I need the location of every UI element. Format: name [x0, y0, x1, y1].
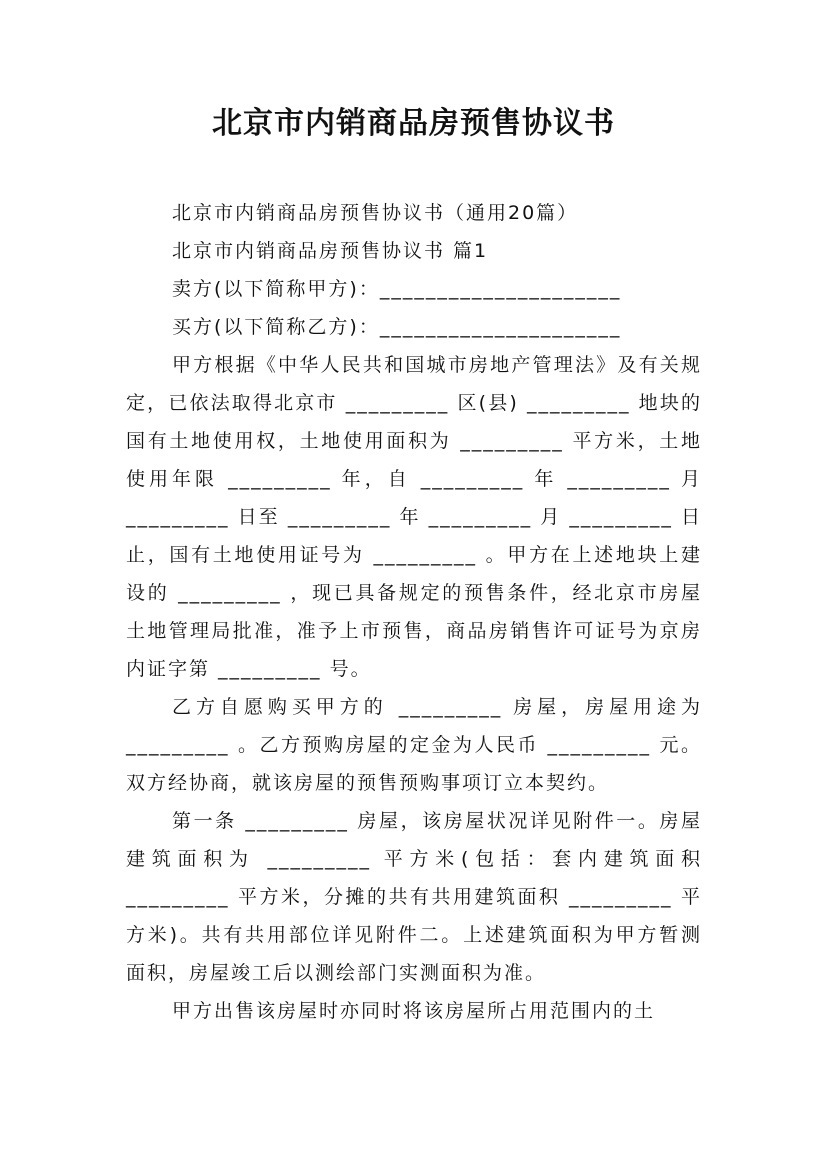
subtitle-line: 北京市内销商品房预售协议书（通用20篇）: [172, 202, 579, 224]
buyer-line: 买方(以下简称乙方)：_____________________: [172, 316, 622, 338]
seller-line: 卖方(以下简称甲方)：_____________________: [172, 278, 622, 300]
paragraph-purchase: 乙方自愿购买甲方的 _________ 房屋，房屋用途为 _________ 。乙方预购房屋的定金为人民币 _________ 元。双方经协商，就该房屋的预售预购事项订立本契约。: [126, 696, 702, 794]
paragraph-land-transfer: 甲方出售该房屋时亦同时将该房屋所占用范围内的土: [172, 1000, 656, 1022]
paragraph-article-one: 第一条 _________ 房屋，该房屋状况详见附件一。房屋建筑面积为 _________ 平方米(包括：套内建筑面积 _________ 平方米，分摊的共有共用建筑面积 _________ 平方米)。共有共用部位详见附件二。上述建筑面积为甲方暂测面积，房屋竣工后以测绘部门实测面积为准。: [126, 810, 702, 984]
document-title: 北京市内销商品房预售协议书: [212, 106, 615, 141]
section-heading: 北京市内销商品房预售协议书 篇1: [172, 240, 489, 262]
document-body: [126, 194, 702, 1030]
paragraph-land-use: 甲方根据《中华人民共和国城市房地产管理法》及有关规定，已依法取得北京市 _________ 区(县) _________ 地块的国有土地使用权，土地使用面积为 _________ 平方米，土地使用年限 _________ 年，自 _________ 年 _________ 月 _________ 日至 _________ 年 _________ 月 _________ 日止，国有土地使用证号为 _________ 。甲方在上述地块上建设的 _________ ，现已具备规定的预售条件，经北京市房屋土地管理局批准，准予上市预售，商品房销售许可证号为京房内证字第 _________ 号。: [126, 354, 702, 680]
